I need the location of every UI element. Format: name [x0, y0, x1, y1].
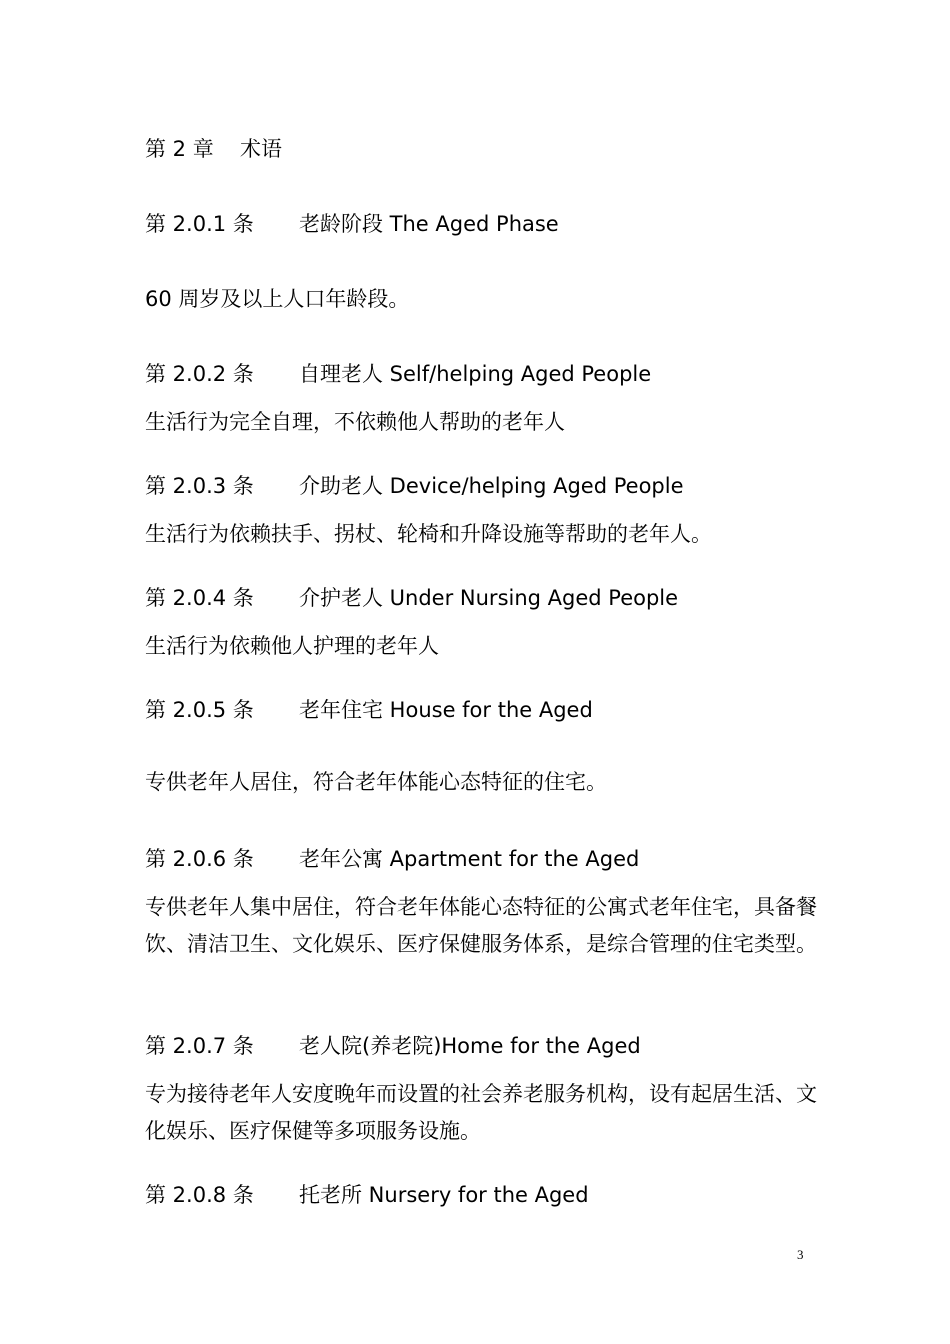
section-body: 专为接待老年人安度晚年而设置的社会养老服务机构，设有起居生活、文化娱乐、医疗保健等多项服务设施。: [145, 1082, 817, 1143]
section-title: 自理老人 Self/helping Aged People: [299, 362, 652, 386]
chapter-heading: [145, 137, 282, 161]
section-heading: [145, 586, 678, 610]
section-number: 第 2.0.7 条: [145, 1034, 254, 1058]
section-body: 专供老年人集中居住，符合老年体能心态特征的公寓式老年住宅，具备餐饮、清洁卫生、文化娱乐、医疗保健服务体系，是综合管理的住宅类型。: [145, 895, 817, 956]
page-number: 3: [797, 1247, 804, 1262]
section-title: 老年住宅 House for the Aged: [299, 698, 593, 722]
section-heading: [145, 698, 593, 722]
section-heading: [145, 362, 651, 386]
section-heading: [145, 1034, 641, 1058]
section-heading: [145, 847, 639, 871]
section-title: 介助老人 Device/helping Aged People: [299, 474, 684, 498]
section-number: 第 2.0.5 条: [145, 698, 254, 722]
section-body: 生活行为完全自理，不依赖他人帮助的老年人: [145, 410, 565, 434]
section-title: 托老所 Nursery for the Aged: [299, 1183, 589, 1207]
section-body: 专供老年人居住，符合老年体能心态特征的住宅。: [145, 770, 607, 794]
chapter-title: 术语: [240, 137, 282, 161]
section-heading: [145, 474, 684, 498]
section-number: 第 2.0.8 条: [145, 1183, 254, 1207]
section-title: 老年公寓 Apartment for the Aged: [299, 847, 640, 871]
section-number: 第 2.0.1 条: [145, 212, 254, 236]
section-number: 第 2.0.3 条: [145, 474, 254, 498]
section-heading: [145, 212, 559, 236]
section-title: 介护老人 Under Nursing Aged People: [299, 586, 679, 610]
section-body: 60 周岁及以上人口年龄段。: [145, 287, 410, 311]
section-body: 生活行为依赖扶手、拐杖、轮椅和升降设施等帮助的老年人。: [145, 522, 712, 546]
section-body: 生活行为依赖他人护理的老年人: [145, 634, 439, 658]
section-title: 老龄阶段 The Aged Phase: [299, 212, 559, 236]
chapter-label: 第 2 章: [145, 137, 214, 161]
section-title: 老人院(养老院)Home for the Aged: [299, 1034, 641, 1058]
section-number: 第 2.0.4 条: [145, 586, 254, 610]
section-heading: [145, 1183, 589, 1207]
section-number: 第 2.0.2 条: [145, 362, 254, 386]
section-number: 第 2.0.6 条: [145, 847, 254, 871]
